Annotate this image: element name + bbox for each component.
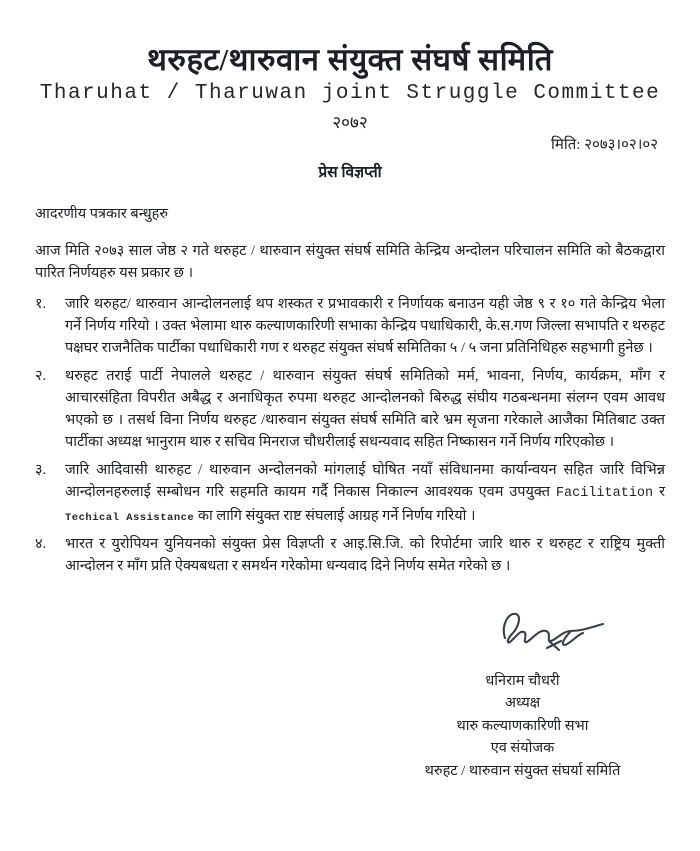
item-number: ४. <box>35 535 47 552</box>
date-line: मिति: २०७३।०२।०२ <box>551 136 658 153</box>
item-text-segment: र <box>659 483 666 500</box>
decision-item-4 <box>35 533 665 577</box>
signature-scribble <box>491 606 611 658</box>
letterhead-year: २०७२ <box>332 112 368 132</box>
organization-title-devanagari: थरुहट/थारुवान संयुक्त संघर्ष समिति <box>147 42 553 77</box>
intro-paragraph: आज मिति २०७३ साल जेष्ठ २ गते थरुहट / थारुवान संयुक्त संघर्ष समिति केन्द्रिय अन्दोलन परिचालन समिति को बैठकद्वारा पारित निर्णयहरु यस प्रकार छ । <box>35 242 665 281</box>
document-body <box>0 203 700 577</box>
english-term-facilitation: Facilitation <box>555 485 654 501</box>
signatory-organization-1: थारु कल्याणकारिणी सभा <box>456 717 589 734</box>
signatory-role-coordinator: एव संयोजक <box>490 740 555 757</box>
signature-block <box>360 606 685 782</box>
item-text: थरुहट तराई पार्टी नेपालले थरुहट / थारुवान संयुक्त संघर्ष समितिको मर्म, भावना, निर्णय, कार्यक्रम, माँग र आचारसंहिता विपरीत अबैद्ध र अनाधिकृत रुपमा थरुहट आन्दोलनको बिरुद्ध संघीय गठबन्धनमा संलग्न एवम आवध भएको छ । तसर्थ विना निर्णय थरुहट /थारुवान संयुक्त संघर्ष समिति बारे भ्रम सृजना गरेकाले आजैका मितिबाट उक्त पार्टीका अध्यक्ष भानुराम थारु र सचिव मिनराज चौधरीलाई सधन्यवाद सहित निष्कासन गर्ने निर्णय गरिएकोछ । <box>65 367 665 450</box>
item-number: १. <box>35 295 47 312</box>
signatory-organization-2: थरुहट / थारुवान संयुक्त संघर्या समिति <box>424 762 621 779</box>
letterhead <box>0 0 700 133</box>
signatory-name: धनिराम चौधरी <box>485 673 560 689</box>
document-heading: प्रेस विज्ञप्ती <box>318 163 382 181</box>
item-text: भारत र युरोपियन युनियनको संयुक्त प्रेस विज्ञप्ती र आइ.सि.जि. को रिपोर्टमा जारि थारु र थरुहट र राष्ट्रिय मुक्ती आन्दोलन र माँग प्रति ऐक्यबधता र समर्थन गरेकोमा धन्यवाद दिने निर्णय समेत गरेको छ । <box>65 535 665 574</box>
item-text <box>65 459 665 527</box>
signatory-role-chairman: अध्यक्ष <box>504 695 541 712</box>
decision-list <box>35 293 665 577</box>
item-number: ३. <box>35 461 47 478</box>
item-text-segment: जारि आदिवासी थारुहट / थारुवान अन्दोलनको मांगलाई घोषित नयाँ संविधानमा कार्यान्वयन सहित जारि विभिन्न आन्दोलनहरुलाई सम्बोधन गरि सहमति कायम गर्दै निकास निकाल्न आवश्यक एवम उपयुक्त <box>65 461 665 500</box>
item-number: २. <box>35 367 47 384</box>
decision-item-3 <box>35 459 665 527</box>
item-text-segment: का लागि संयुक्त राष्ट संघलाई आग्रह गर्ने निर्णय गरियो । <box>197 507 476 524</box>
item-text: जारि थरुहट/ थारुवान आन्दोलनलाई थप शस्कत र प्रभावकारी र निर्णायक बनाउन यही जेष्ठ ९ र १० गते केन्द्रिय भेला गर्ने निर्णय गरियो । उक्त भेलामा थारु कल्याणकारिणी सभाका केन्द्रिय पधाधिकारी, के.स.गण जिल्ला सभापति र थरुहट पक्षघर राजनैतिक पार्टीका पधाधिकारी गण र थरुहट संयुक्त संघर्ष समितिका ५ / ५ जना प्रतिनिधिहरु सहभागी हुनेछ । <box>65 295 665 356</box>
decision-item-2 <box>35 365 665 453</box>
decision-item-1 <box>35 293 665 359</box>
salutation: आदरणीय पत्रकार बन्धुहरु <box>35 205 168 222</box>
english-term-technical-assistance: Techical Assistance <box>65 511 195 524</box>
organization-title-english: Tharuhat / Tharuwan joint Struggle Committee <box>39 81 661 105</box>
